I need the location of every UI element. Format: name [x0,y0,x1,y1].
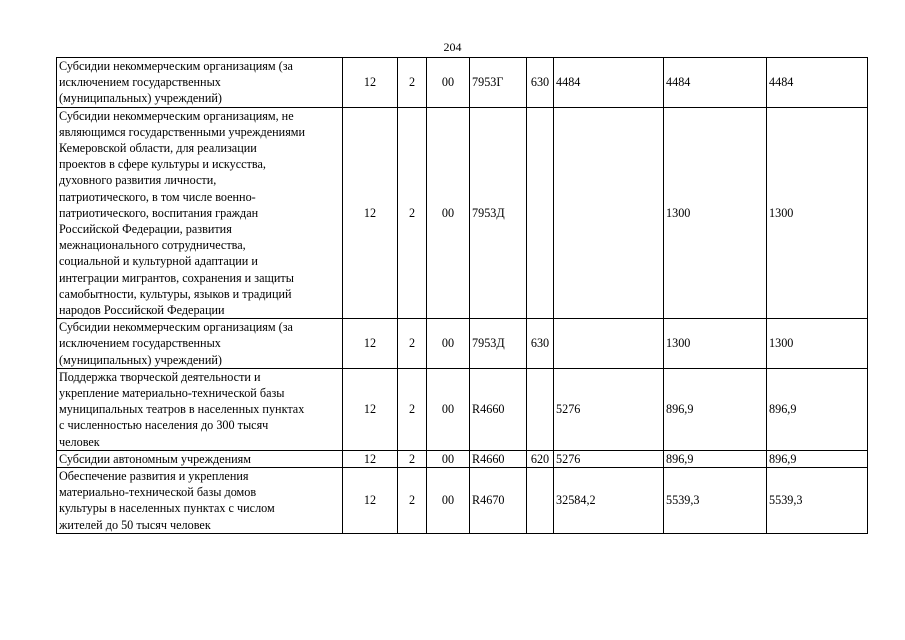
table-row [57,107,868,319]
page-number: 204 [443,40,462,54]
amount-2-cell: 896,9 [664,450,767,467]
item-name-line: Субсидии некоммерческим организациям (за [59,320,293,335]
section-cell: 12 [343,450,398,467]
target-article-cell: 7953Г [470,58,527,108]
expense-type-cell [527,107,554,319]
amount-2-cell: 1300 [664,107,767,319]
target-article-cell: R4660 [470,450,527,467]
amount-1-cell [554,319,664,369]
item-name-line: народов Российской Федерации [59,303,225,318]
item-name-line: материально-технической базы домов [59,485,257,500]
section-cell: 12 [343,58,398,108]
amount-2-cell: 5539,3 [664,468,767,534]
item-name-cell [57,450,343,467]
amount-3-cell: 1300 [767,107,868,319]
item-name-line: самобытности, культуры, языков и традиций [59,286,292,301]
item-name-line: жителей до 50 тысяч человек [59,517,211,532]
section-cell: 12 [343,319,398,369]
subsection-cell: 2 [398,107,427,319]
amount-1-cell: 5276 [554,450,664,467]
target-article-cell: R4660 [470,368,527,450]
item-name-line: исключением государственных [59,75,221,90]
item-name-line: Обеспечение развития и укрепления [59,469,249,484]
item-name-line: Субсидии некоммерческим организациям (за [59,59,293,73]
amount-3-cell: 896,9 [767,368,868,450]
amount-3-cell: 896,9 [767,450,868,467]
target-article-cell: 7953Д [470,107,527,319]
item-name-line: Субсидии автономным учреждениям [59,451,251,466]
target-article-cell: R4670 [470,468,527,534]
target-article-cell: 7953Д [470,319,527,369]
expense-type-cell [527,368,554,450]
subsection-cell: 2 [398,468,427,534]
table-row [57,368,868,450]
item-name-line: патриотического, воспитания граждан [59,205,259,220]
table-row [57,319,868,369]
table-row [57,58,868,108]
amount-1-cell: 4484 [554,58,664,108]
amount-2-cell: 4484 [664,58,767,108]
program-cell: 00 [427,319,470,369]
item-name-line: с численностью населения до 300 тысяч [59,418,269,433]
amount-3-cell: 1300 [767,319,868,369]
amount-1-cell [554,107,664,319]
item-name-line: укрепление материально-технической базы [59,386,285,401]
section-cell: 12 [343,368,398,450]
subsection-cell: 2 [398,368,427,450]
item-name-line: исключением государственных [59,336,221,351]
item-name-line: социальной и культурной адаптации и [59,254,258,269]
amount-3-cell: 4484 [767,58,868,108]
subsection-cell: 2 [398,450,427,467]
item-name-cell [57,368,343,450]
program-cell: 00 [427,450,470,467]
budget-table [56,57,868,534]
budget-table-body [57,58,868,534]
amount-1-cell: 32584,2 [554,468,664,534]
subsection-cell: 2 [398,319,427,369]
item-name-cell [57,107,343,319]
item-name-cell [57,58,343,108]
amount-2-cell: 896,9 [664,368,767,450]
item-name-line: духовного развития личности, [59,173,217,188]
item-name-line: являющимся государственными учреждениями [59,124,306,139]
item-name-line: проектов в сфере культуры и искусства, [59,157,266,172]
item-name-line: интеграции мигрантов, сохранения и защиты [59,270,294,285]
item-name-line: Российской Федерации, развития [59,222,232,237]
program-cell: 00 [427,368,470,450]
item-name-cell [57,468,343,534]
item-name-line: культуры в населенных пунктах с числом [59,501,275,516]
table-row [57,468,868,534]
subsection-cell: 2 [398,58,427,108]
amount-2-cell: 1300 [664,319,767,369]
item-name-line: (муниципальных) учреждений) [59,352,222,367]
item-name-line: патриотического, в том числе военно- [59,189,256,204]
expense-type-cell: 630 [527,319,554,369]
amount-1-cell: 5276 [554,368,664,450]
item-name-line: межнационального сотрудничества, [59,238,246,253]
item-name-cell [57,319,343,369]
item-name-line: Субсидии некоммерческим организациям, не [59,108,294,123]
expense-type-cell: 630 [527,58,554,108]
section-cell: 12 [343,468,398,534]
item-name-line: Поддержка творческой деятельности и [59,369,261,384]
item-name-line: Кемеровской области, для реализации [59,141,257,156]
item-name-line: (муниципальных) учреждений) [59,91,222,106]
program-cell: 00 [427,468,470,534]
table-row [57,450,868,467]
item-name-line: человек [59,434,100,449]
amount-3-cell: 5539,3 [767,468,868,534]
program-cell: 00 [427,107,470,319]
section-cell: 12 [343,107,398,319]
expense-type-cell [527,468,554,534]
program-cell: 00 [427,58,470,108]
expense-type-cell: 620 [527,450,554,467]
item-name-line: муниципальных театров в населенных пунктах [59,402,305,417]
